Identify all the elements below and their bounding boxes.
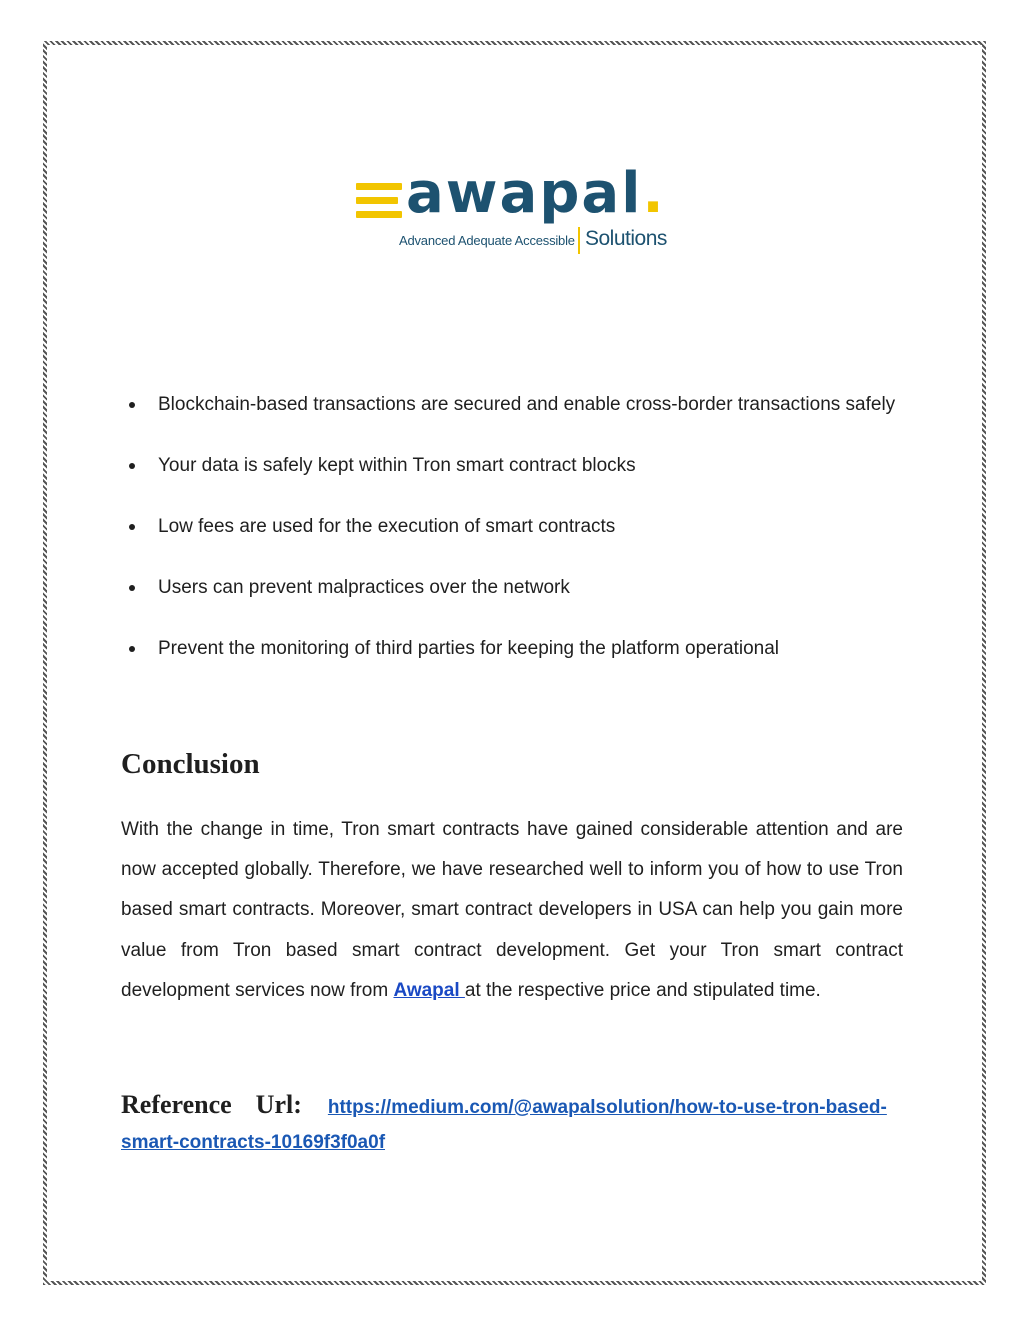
list-item: Prevent the monitoring of third parties for keeping the platform operational bbox=[121, 629, 903, 669]
awapal-link[interactable]: Awapal bbox=[393, 979, 465, 1001]
list-item: Low fees are used for the execution of smart contracts bbox=[121, 507, 903, 547]
bullet-icon bbox=[129, 463, 135, 469]
logo-solutions: Solutions bbox=[585, 227, 667, 250]
awapal-logo bbox=[356, 161, 670, 252]
reference-link[interactable]: https://medium.com/@awapalsolution/how-to-use-tron-based-smart-contracts-10169f3f0a0f bbox=[121, 1097, 887, 1153]
conclusion-heading: Conclusion bbox=[121, 748, 260, 780]
logo-wordmark: awapal. bbox=[406, 161, 666, 226]
logo-tagline: Advanced Adequate Accessible bbox=[399, 233, 575, 248]
bullet-icon bbox=[129, 402, 135, 408]
bullet-icon bbox=[129, 524, 135, 530]
reference-url bbox=[121, 1088, 903, 1161]
logo-bars-icon bbox=[356, 183, 402, 219]
reference-label: Reference Url: bbox=[121, 1090, 302, 1119]
bullet-icon bbox=[129, 646, 135, 652]
bullet-icon bbox=[129, 585, 135, 591]
list-item: Users can prevent malpractices over the network bbox=[121, 568, 903, 608]
conclusion-paragraph: With the change in time, Tron smart contracts have gained considerable attention and are now accepted globally. Therefore, we have researched well to inform you of how to use Tron based smart contracts. Moreover, smart contract developers in USA can help you gain more value from Tron based smart contract development. Get your Tron smart contract development services now from Awapal at the respective price and stipulated time. bbox=[121, 819, 903, 1001]
logo-separator bbox=[578, 227, 580, 254]
benefits-list bbox=[121, 385, 903, 690]
list-item: Your data is safely kept within Tron smart contract blocks bbox=[121, 446, 903, 486]
list-item: Blockchain-based transactions are secured and enable cross-border transactions safely bbox=[121, 385, 903, 425]
